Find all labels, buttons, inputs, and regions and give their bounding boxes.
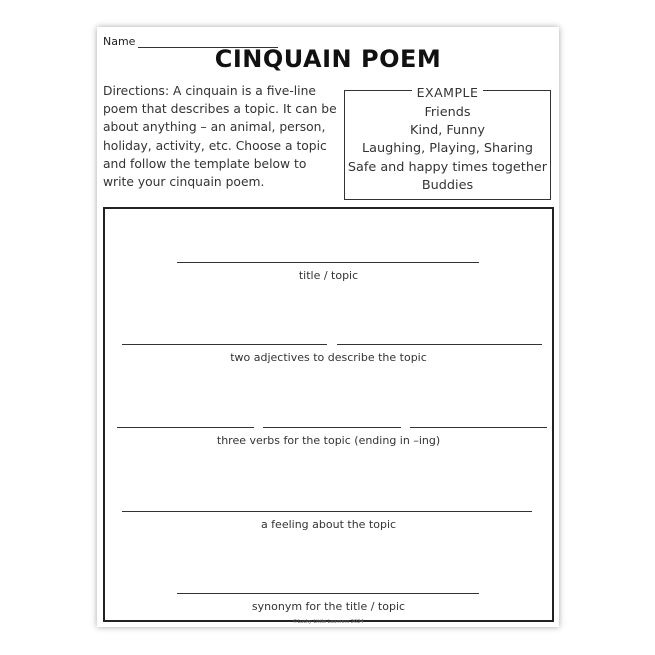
feeling-blank[interactable] <box>122 511 532 512</box>
verb-blank-2[interactable] <box>263 427 401 428</box>
verb-blank-3[interactable] <box>410 427 547 428</box>
example-poem <box>345 104 550 195</box>
directions-text: Directions: A cinquain is a five-line poem that describes a topic. It can be about anything – an animal, person, holiday, activity, etc. Choose a topic and follow the template below to write your cinquain poem. <box>103 84 337 190</box>
example-line-1: Friends <box>424 105 471 120</box>
title-caption: title / topic <box>298 269 359 282</box>
page-title: CINQUAIN POEM <box>214 45 442 73</box>
worksheet-page <box>97 27 559 627</box>
adjectives-caption: two adjectives to describe the topic <box>230 351 427 364</box>
name-label: Name <box>103 35 136 48</box>
copyright-text: ©Lucky Little Learners 2024 <box>292 619 364 625</box>
example-line-5: Buddies <box>421 177 474 193</box>
example-line-2: Kind, Funny <box>410 123 485 139</box>
synonym-caption: synonym for the title / topic <box>251 600 406 613</box>
adjective-blank-1[interactable] <box>122 344 327 345</box>
example-line-4: Safe and happy times together <box>347 159 548 175</box>
verb-blank-1[interactable] <box>117 427 254 428</box>
verbs-caption: three verbs for the topic (ending in –ing) <box>216 434 441 447</box>
example-box <box>344 85 551 200</box>
adjective-blank-2[interactable] <box>337 344 542 345</box>
feeling-caption: a feeling about the topic <box>260 518 397 531</box>
poem-template-box <box>103 207 554 622</box>
synonym-blank[interactable] <box>177 593 479 594</box>
example-label: EXAMPLE <box>412 85 484 100</box>
example-label-wrap <box>345 82 550 101</box>
example-line-3: Laughing, Playing, Sharing <box>362 141 533 157</box>
title-blank[interactable] <box>177 262 479 263</box>
